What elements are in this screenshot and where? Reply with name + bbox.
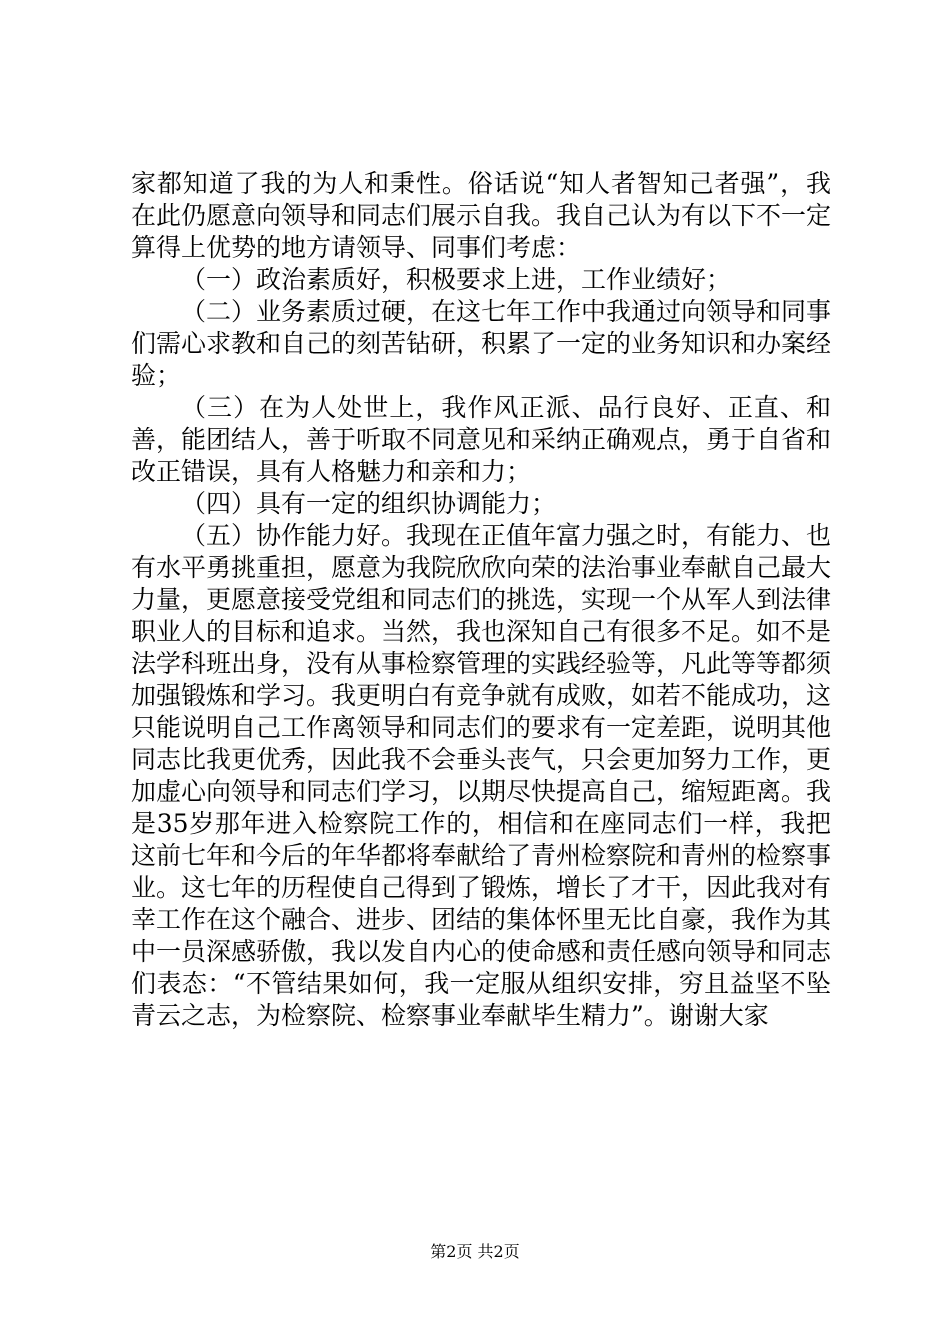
paragraph-item-3: （三）在为人处世上，我作风正派、品行良好、正直、和善，能团结人，善于听取不同意见和采纳正确观点，勇于自省和改正错误，具有人格魅力和亲和力； [131,393,832,486]
paragraph-intro: 家都知道了我的为人和秉性。俗话说“知人者智知己者强”，我在此仍愿意向领导和同志们展示自我。我自己认为有以下不一定算得上优势的地方请领导、同事们考虑： [131,169,832,262]
page-number-footer: 第2页 共2页 [430,1242,520,1261]
paragraph-item-1: （一）政治素质好，积极要求上进，工作业绩好； [181,265,732,294]
document-body [131,168,831,1032]
paragraph-item-5: （五）协作能力好。我现在正值年富力强之时，有能力、也有水平勇挑重担，愿意为我院欣欣向荣的法治事业奉献自己最大力量，更愿意接受党组和同志们的挑选，实现一个从军人到法律职业人的目标和追求。当然，我也深知自己有很多不足。如不是法学科班出身，没有从事检察管理的实践经验等，凡此等等都须加强锻炼和学习。我更明白有竞争就有成败，如若不能成功，这只能说明自己工作离领导和同志们的要求有一定差距，说明其他同志比我更优秀，因此我不会垂头丧气，只会更加努力工作，更加虚心向领导和同志们学习，以期尽快提高自己，缩短距离。我是35岁那年进入检察院工作的，相信和在座同志们一样，我把这前七年和今后的年华都将奉献给了青州检察院和青州的检察事业。这七年的历程使自己得到了锻炼，增长了才干，因此我对有幸工作在这个融合、进步、团结的集体怀里无比自豪，我作为其中一员深感骄傲，我以发自内心的使命感和责任感向领导和同志们表态：“不管结果如何，我一定服从组织安排，穷且益坚不坠青云之志，为检察院、检察事业奉献毕生精力”。谢谢大家 [131,521,832,1030]
paragraph-item-4: （四）具有一定的组织协调能力； [181,489,557,518]
paragraph-item-2: （二）业务素质过硬，在这七年工作中我通过向领导和同事们需心求教和自己的刻苦钻研，积累了一定的业务知识和办案经验； [131,297,832,390]
